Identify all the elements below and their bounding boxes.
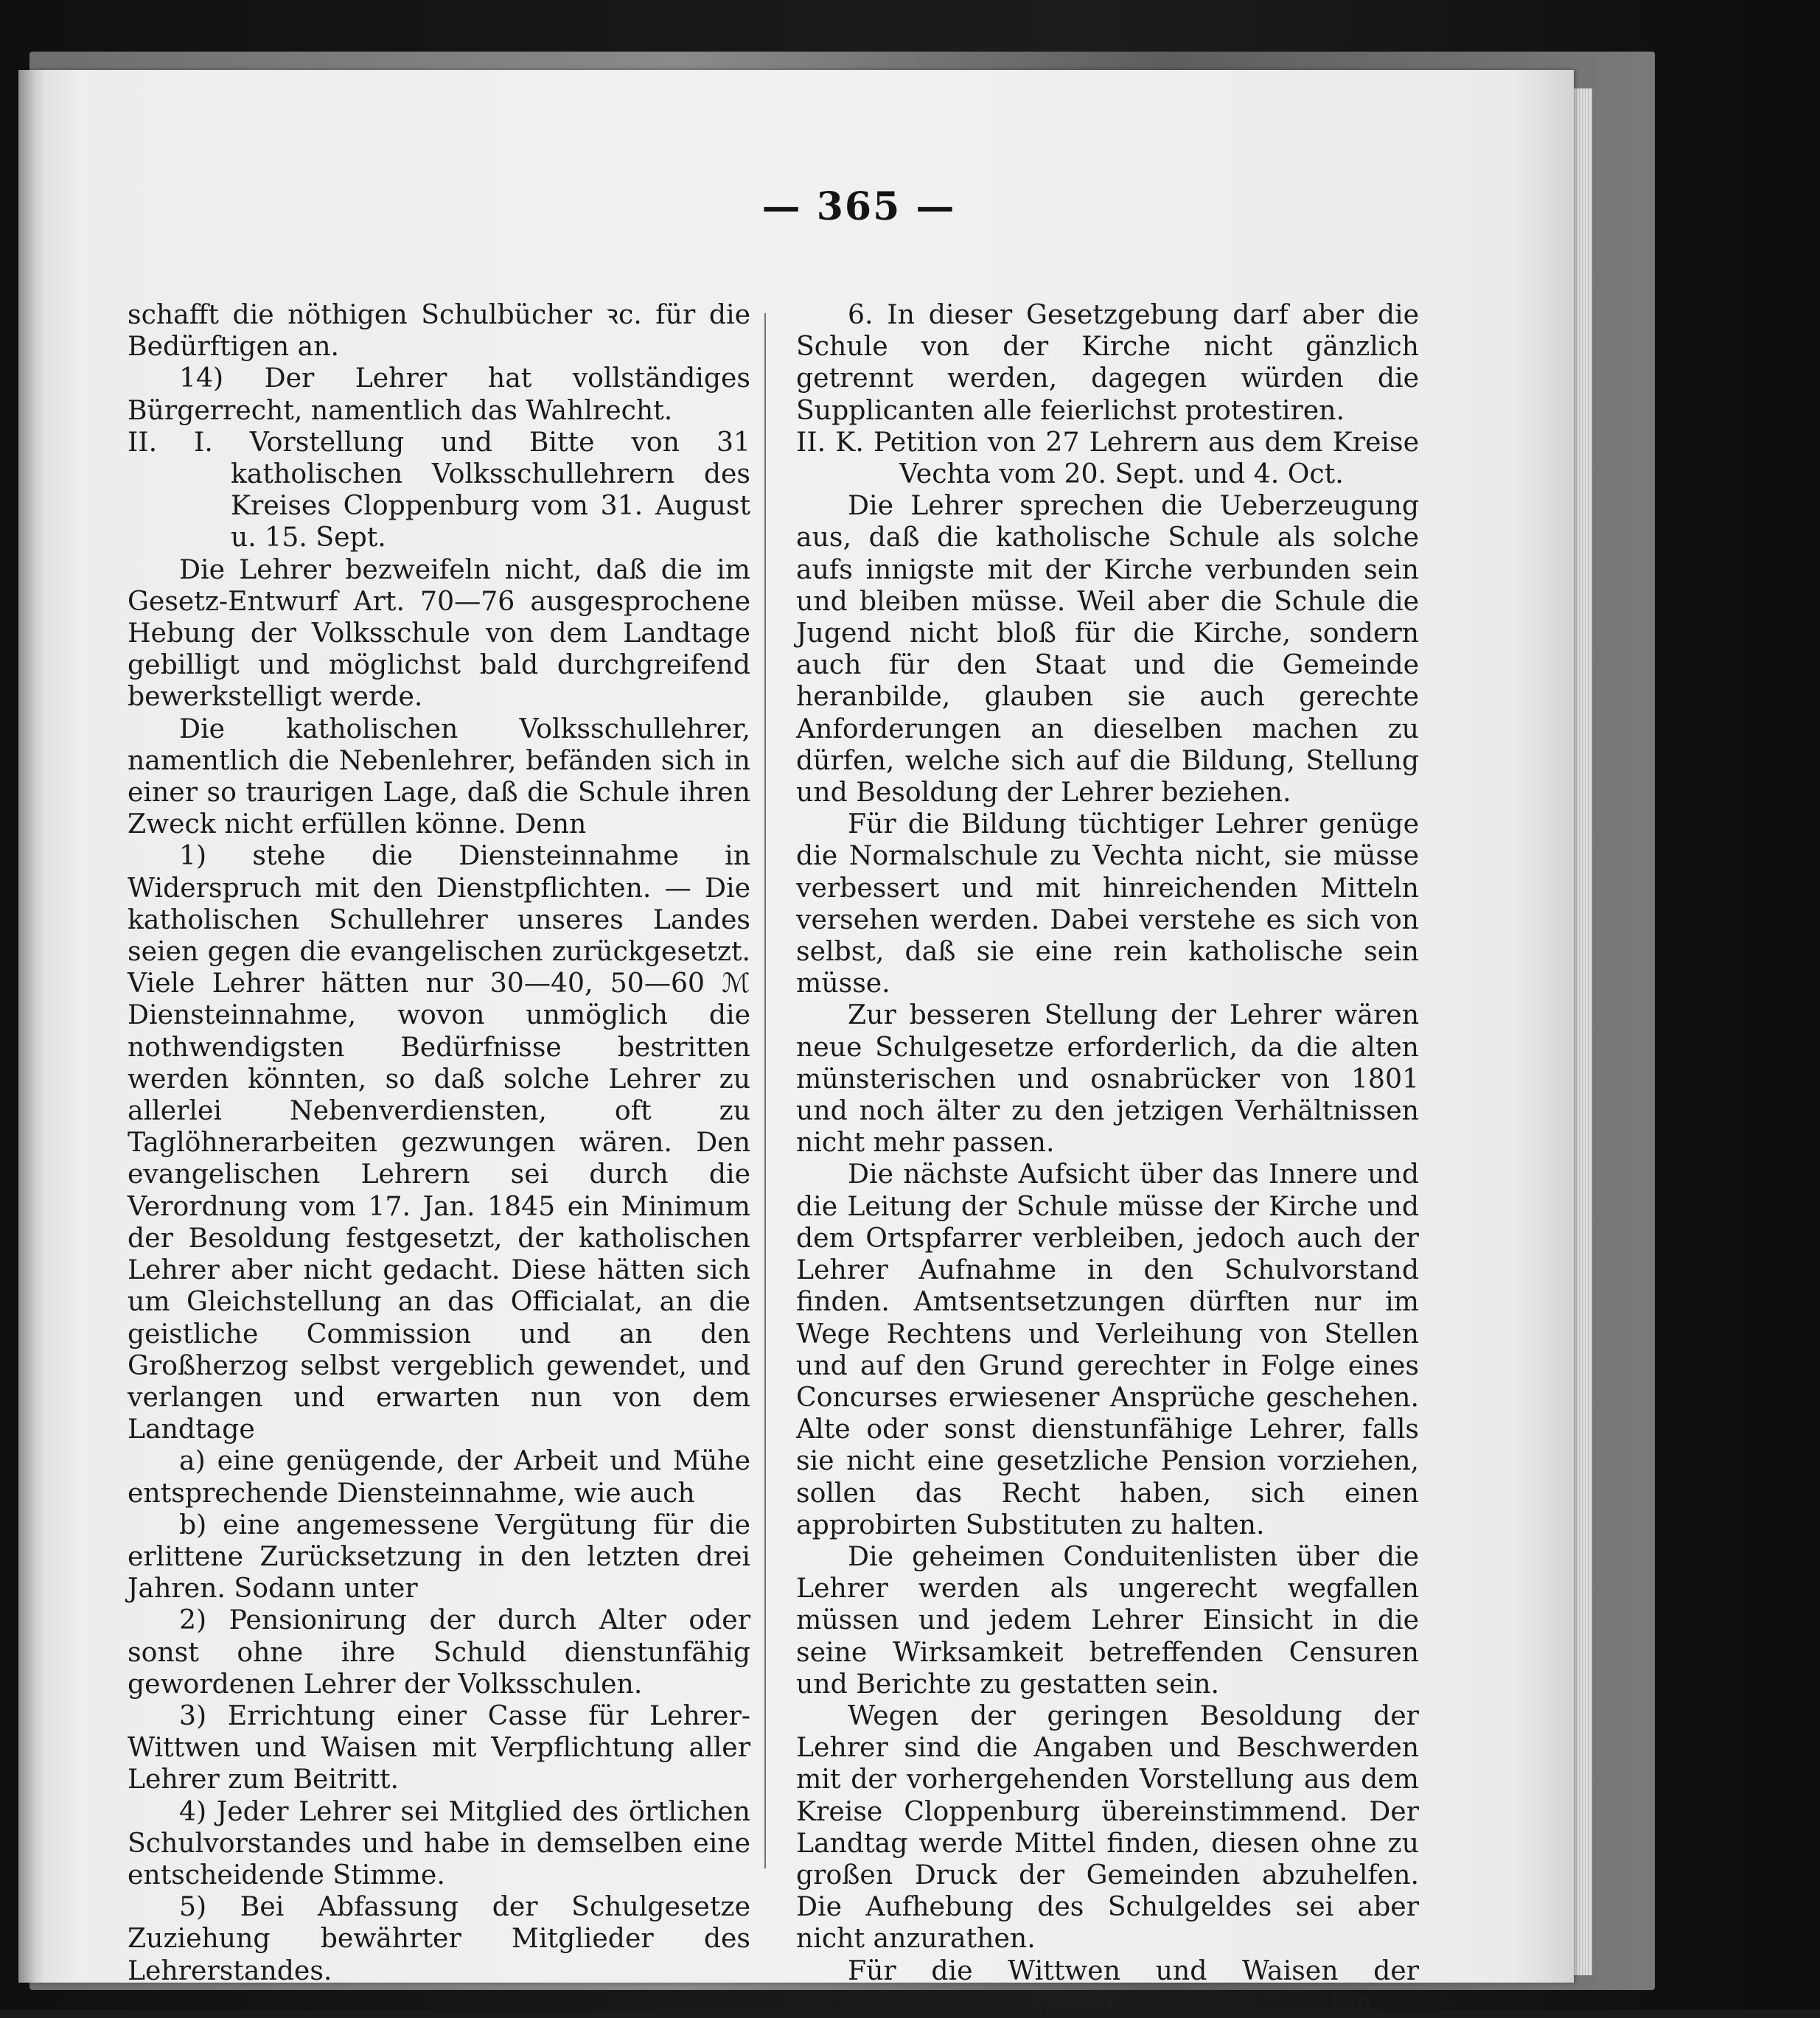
paragraph: 14) Der Lehrer hat vollständiges Bürgerrecht, namentlich das Wahlrecht.: [128, 362, 750, 426]
paragraph: Die geheimen Conduitenlisten über die Lehrer werden als ungerecht wegfallen müssen und jedem Lehrer Einsicht in die seine Wirksamkeit betreffenden Censuren und Berichte zu gestatten sein.: [796, 1540, 1419, 1700]
left-column: [128, 298, 750, 1986]
paragraph: Wegen der geringen Besoldung der Lehrer sind die Angaben und Beschwerden mit der vorhergehenden Vorstellung aus dem Kreise Cloppenburg übereinstimmend. Der Landtag werde Mittel finden, diesen ohne zu großen Druck der Gemeinden abzuhelfen. Die Aufhebung des Schulgeldes sei aber nicht anzurathen.: [796, 1699, 1419, 1955]
paragraph: schafft die nöthigen Schulbücher ꝛc. für die Bedürftigen an.: [128, 298, 750, 363]
paragraph: 2) Pensionirung der durch Alter oder sonst ohne ihre Schuld dienstunfähig gewordenen Lehrer der Volksschulen.: [128, 1604, 750, 1700]
paragraph: Für die Wittwen und Waisen der katholischen Lehrer möge gesorgt werden.: [796, 1954, 1419, 2018]
column-divider: [764, 313, 766, 1868]
paragraph: 4) Jeder Lehrer sei Mitglied des örtlichen Schulvorstandes und habe in demselben eine entscheidende Stimme.: [128, 1795, 750, 1890]
right-column: [796, 298, 1419, 2018]
book-gutter: [18, 70, 46, 1983]
paragraph: b) eine angemessene Vergütung für die erlittene Zurücksetzung in den letzten drei Jahren. Sodann unter: [128, 1508, 750, 1605]
paragraph: Die katholischen Volksschullehrer, namentlich die Nebenlehrer, befänden sich in einer so traurigen Lage, daß die Schule ihren Zweck nicht erfüllen könne. Denn: [128, 712, 750, 840]
paragraph: 3) Errichtung einer Casse für Lehrer-Wittwen und Waisen mit Verpflichtung aller Lehrer zum Beitritt.: [128, 1699, 750, 1795]
paragraph: Die Lehrer bezweifeln nicht, daß die im Gesetz-Entwurf Art. 70—76 ausgesprochene Hebung der Volksschule von dem Landtage gebilligt und möglichst bald durchgreifend bewerkstelligt werde.: [128, 553, 750, 713]
page-number: — 365 —: [761, 184, 956, 229]
paragraph: Zur besseren Stellung der Lehrer wären neue Schulgesetze erforderlich, da die alten münsterischen und osnabrücker von 1801 und noch älter zu den jetzigen Verhältnissen nicht mehr passen.: [796, 999, 1419, 1159]
paragraph: 5) Bei Abfassung der Schulgesetze Zuziehung bewährter Mitglieder des Lehrerstandes.: [128, 1890, 750, 1986]
paragraph: Die nächste Aufsicht über das Innere und die Leitung der Schule müsse der Kirche und dem Ortspfarrer verbleiben, jedoch auch der Lehrer Aufnahme in den Schulvorstand finden. Amtsentsetzungen dürften nur im Wege Rechtens und Verleihung von Stellen und auf den Grund gerechter in Folge eines Concurses erwiesener Ansprüche geschehen. Alte oder sonst dienstunfähige Lehrer, falls sie nicht eine gesetzliche Pension vorziehen, sollen das Recht haben, sich einen approbirten Substituten zu halten.: [796, 1158, 1419, 1540]
paragraph: a) eine genügende, der Arbeit und Mühe entsprechende Diensteinnahme, wie auch: [128, 1445, 750, 1509]
section-heading: II. I. Vorstellung und Bitte von 31 katholischen Volksschullehrern des Kreises Cloppenburg vom 31. August u. 15. Sept.: [128, 425, 750, 554]
paragraph: Für die Bildung tüchtiger Lehrer genüge die Normalschule zu Vechta nicht, sie müsse verbessert und mit hinreichenden Mitteln versehen werden. Dabei verstehe es sich von selbst, daß sie eine rein katholische sein müsse.: [796, 808, 1419, 999]
section-heading: II. K. Petition von 27 Lehrern aus dem Kreise Vechta vom 20. Sept. und 4. Oct.: [796, 425, 1419, 490]
paragraph: 6. In dieser Gesetzgebung darf aber die Schule von der Kirche nicht gänzlich getrennt werden, dagegen würden die Supplicanten alle feierlichst protestiren.: [796, 298, 1419, 426]
paragraph: 1) stehe die Diensteinnahme in Widerspruch mit den Dienstpflichten. — Die katholischen Schullehrer unseres Landes seien gegen die evangelischen zurückgesetzt. Viele Lehrer hätten nur 30—40, 50—60 ℳ Diensteinnahme, wovon unmöglich die nothwendigsten Bedürfnisse bestritten werden könnten, so daß solche Lehrer zu allerlei Nebenverdiensten, oft zu Taglöhnerarbeiten gezwungen wären. Den evangelischen Lehrern sei durch die Verordnung vom 17. Jan. 1845 ein Minimum der Besoldung festgesetzt, der katholischen Lehrer aber nicht gedacht. Diese hätten sich um Gleichstellung an das Officialat, an die geistliche Commission und an den Großherzog selbst vergeblich gewendet, und verlangen und erwarten nun von dem Landtage: [128, 839, 750, 1445]
paragraph: Die Lehrer sprechen die Ueberzeugung aus, daß die katholische Schule als solche aufs innigste mit der Kirche verbunden sein und bleiben müsse. Weil aber die Schule die Jugend nicht bloß für die Kirche, sondern auch für den Staat und die Gemeinde heranbilde, glauben sie auch gerechte Anforderungen an dieselben machen zu dürfen, welche sich auf die Bildung, Stellung und Besoldung der Lehrer beziehen.: [796, 489, 1419, 809]
book-page: [18, 70, 1574, 2018]
